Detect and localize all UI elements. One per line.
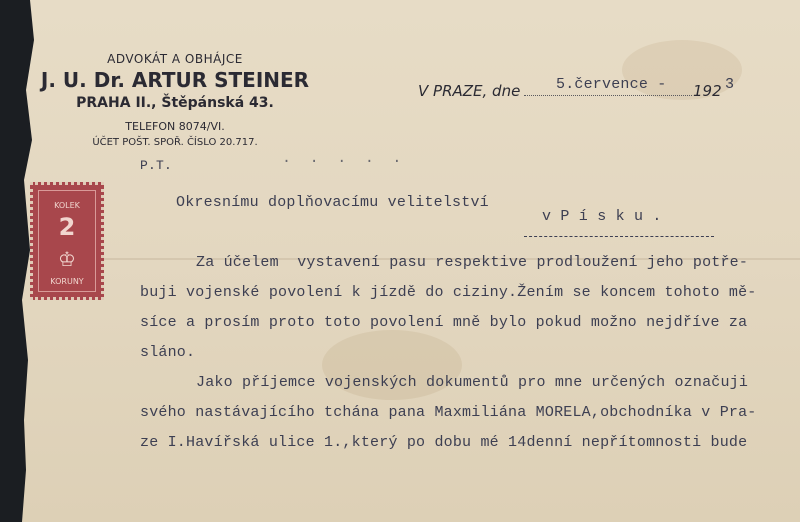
date-dotted-line (524, 95, 692, 96)
letterhead-profession: ADVOKÁT A OBHÁJCE (107, 52, 243, 66)
body-line-5: Jako příjemce vojenských dokumentů pro mne určených označuji (196, 374, 749, 391)
body-line-3: síce a prosím proto toto povolení mně bylo pokud možno nejdříve za (140, 314, 748, 331)
stamp-value: 2 (58, 213, 76, 241)
stamp-top-text: KOLEK (54, 201, 80, 210)
revenue-stamp (30, 182, 104, 300)
recipient-line-2: v P í s k u . (542, 208, 662, 225)
stamp-bottom-text: KORUNY (50, 277, 84, 286)
letterhead-name: J. U. Dr. ARTUR STEINER (40, 68, 310, 92)
recipient-line-1: Okresnímu doplňovacímu velitelství (176, 194, 489, 211)
body-line-7: ze I.Havířská ulice 1.,který po dobu mé 14denní nepřítomnosti bude (140, 434, 748, 451)
letterhead-address: PRAHA II., Štěpánská 43. (76, 95, 274, 111)
body-line-6: svého nastávajícího tchána pana Maxmiliána MORELA,obchodníka v Pra- (140, 404, 757, 421)
separator-dots: . . . . . (282, 150, 402, 167)
stamp-emblem: ♔ (58, 247, 76, 271)
date-value: 5.července - (556, 76, 667, 93)
body-line-1: Za účelem vystavení pasu respektive prodloužení jeho potře- (196, 254, 749, 271)
recipient-underline (524, 236, 714, 237)
date-year-digit: 3 (725, 76, 735, 93)
salutation: P.T. (140, 158, 173, 173)
body-line-4: sláno. (140, 344, 196, 361)
body-line-2: buji vojenské povolení k jízdě do ciziny.Žením se koncem tohoto mě- (140, 284, 757, 301)
date-year-prefix: 192 (693, 82, 722, 100)
letterhead-account: ÚČET POŠT. SPOŘ. ČÍSLO 20.717. (92, 137, 258, 148)
date-place: V PRAZE, dne (418, 82, 521, 100)
letterhead-phone: TELEFON 8074/VI. (125, 120, 225, 133)
